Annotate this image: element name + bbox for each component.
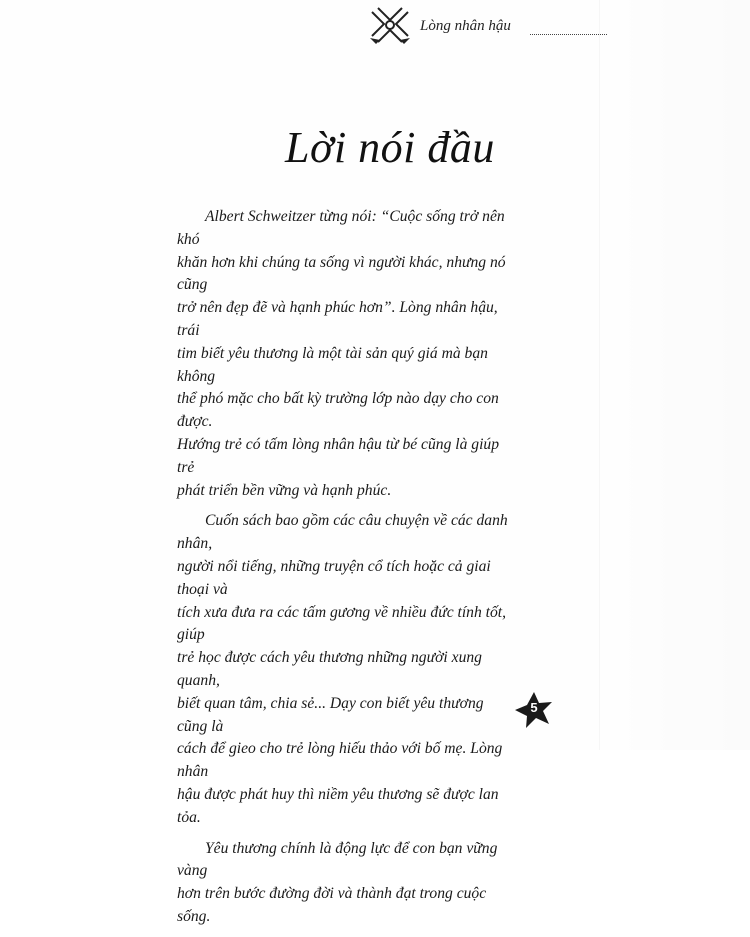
header-dotted-line (530, 34, 607, 35)
paragraph: Albert Schweitzer từng nói: “Cuộc sống trở nên khó khăn hơn khi chúng ta sống vì người khác, nhưng nó cũng trở nên đẹp đẽ và hạnh phúc hơn”. Lòng nhân hậu, trái tim biết yêu thương là một tài sản quý giá mà bạn không thể phó mặc cho bất kỳ trường lớp nào dạy cho con được. Hướng trẻ có tấm lòng nhân hậu từ bé cũng là giúp trẻ phát triển bền vững và hạnh phúc. (177, 208, 506, 499)
paragraph: Yêu thương chính là động lực để con bạn vững vàng hơn trên bước đường đời và thành đạt trong cuộc sống. (177, 839, 498, 925)
paragraph: Cuốn sách bao gồm các câu chuyện về các danh nhân, người nổi tiếng, những truyện cổ tích hoặc cả giai thoại và tích xưa đưa ra các tấm gương về nhiều đức tính tốt, giúp trẻ học được cách yêu thương những người xung quanh, biết quan tâm, chia sẻ... Dạy con biết yêu thương cũng là cách để gieo cho trẻ lòng hiếu thảo với bố mẹ. Lòng nhân hậu được phát huy thì niềm yêu thương sẽ được lan tỏa. (177, 512, 508, 826)
body-text (177, 206, 513, 937)
page-title: Lời nói đầu (285, 123, 495, 172)
running-head: Lòng nhân hậu (420, 18, 511, 34)
decorative-knot-ornament-icon (368, 6, 412, 46)
page-shadow (599, 0, 750, 750)
page-number: 5 (530, 700, 538, 715)
